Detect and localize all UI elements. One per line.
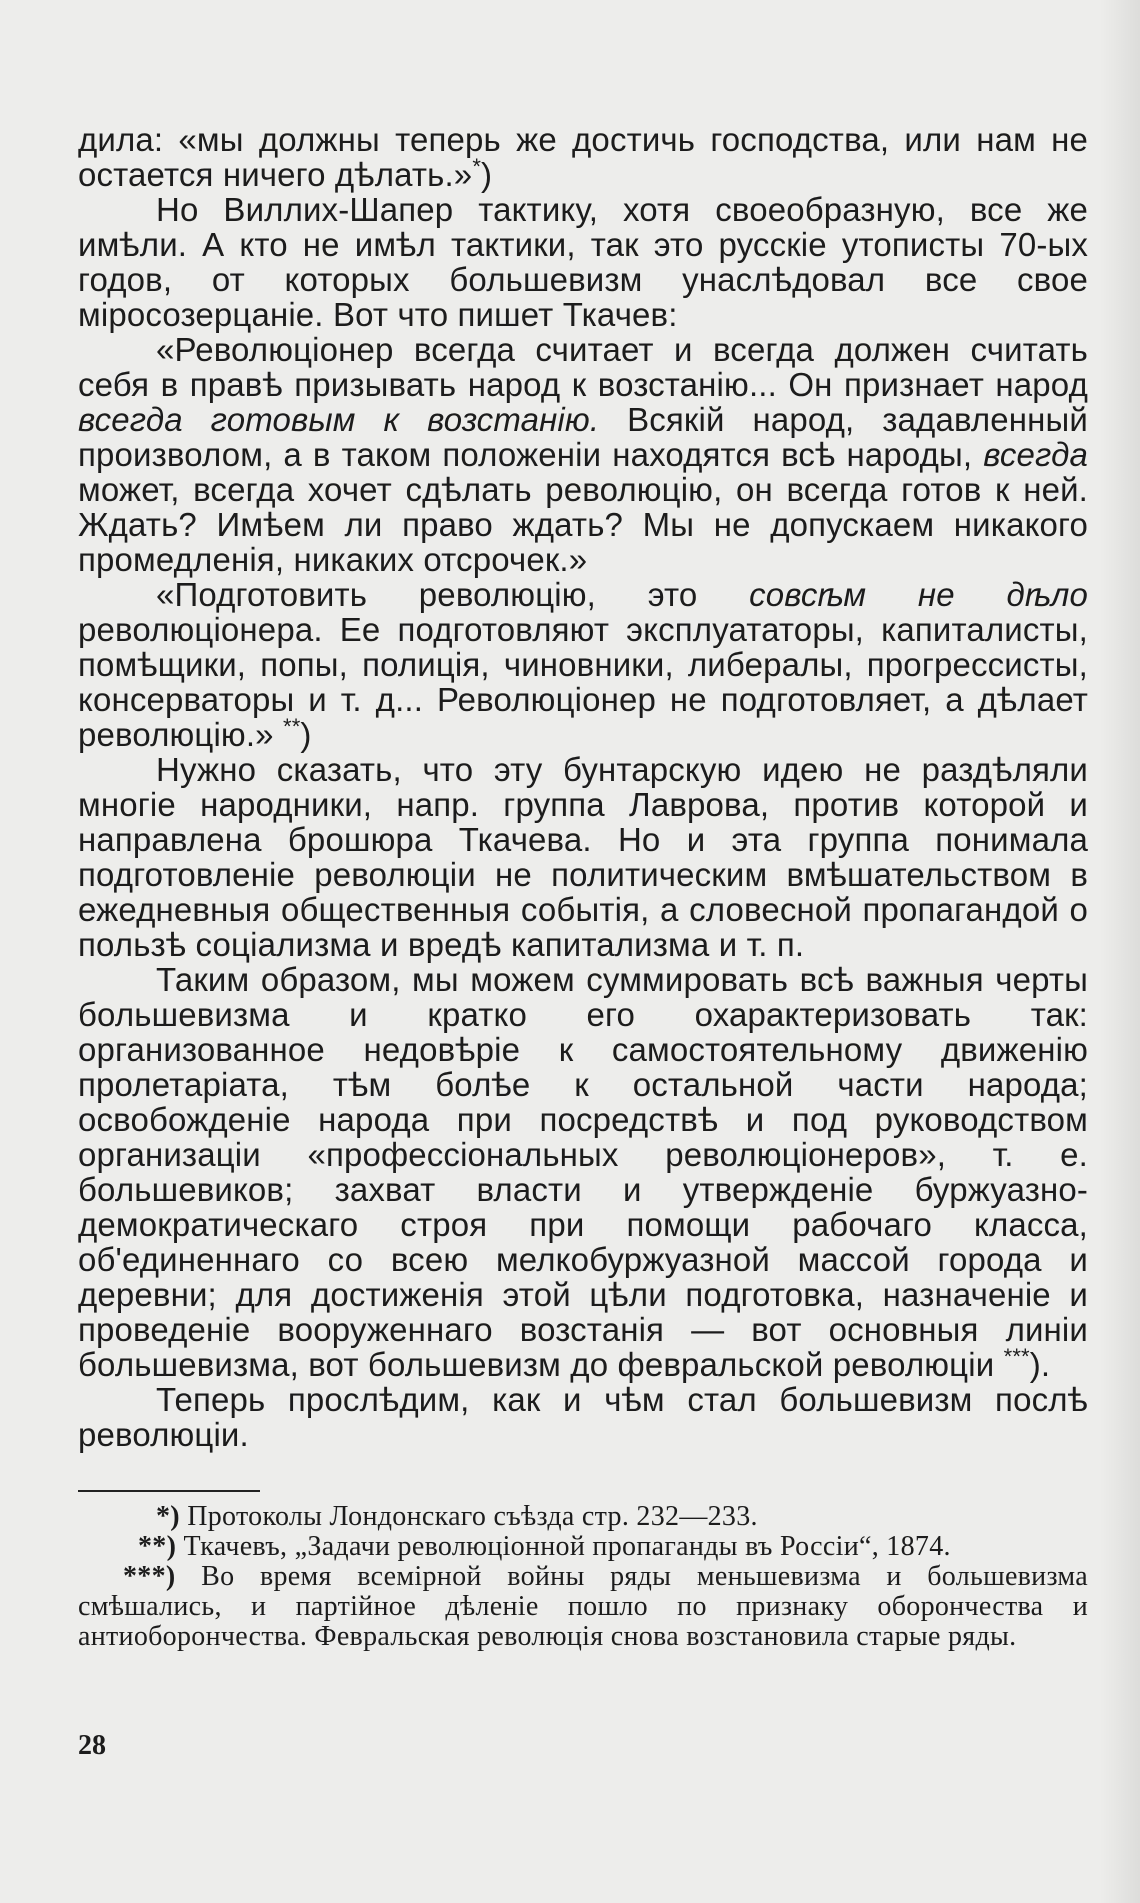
paragraph-transition: Теперь прослѣдим, как и чѣм стал большевизм послѣ революціи. xyxy=(78,1381,1088,1453)
page-number: 28 xyxy=(78,1730,106,1761)
footnote-ref-2: ** xyxy=(282,714,301,739)
paragraph-continuation: дила: «мы должны теперь же достичь господства, или нам не остается ничего дѣлать.»*) xyxy=(78,121,1088,193)
footnote-2: **) Ткачевъ, „Задачи революціонной пропаганды въ Россіи“, 1874. xyxy=(138,1531,951,1562)
footnote-divider xyxy=(78,1490,260,1492)
footnotes xyxy=(78,1502,1088,1652)
footnote-1: *) Протоколы Лондонскаго съѣзда стр. 232—233. xyxy=(156,1501,758,1532)
footnote-3: ***) Во время всемірной войны ряды меньшевизма и большевизма смѣшались, и партійное дѣленіе пошло по признаку оборончества и антиоборончества. Февральская революція снова возстановила старые ряды. xyxy=(78,1561,1088,1652)
paragraph-willich-schapper: Но Виллих-Шапер тактику, хотя своеобразную, все же имѣли. А кто не имѣл тактики, так это русскіе утописты 70-ых годов, от которых большевизм унаслѣдовал все свое міросозерцаніе. Вот что пишет Ткачев: xyxy=(78,191,1088,333)
footnote-ref-3: *** xyxy=(1003,1344,1030,1369)
footnote-ref-1: * xyxy=(472,154,482,179)
quote-tkachev-1: «Революціонер всегда считает и всегда должен считать себя в правѣ призывать народ к возстанію... Он признает народ всегда готовым к возстанію. Всякій народ, задавленный произволом, а в таком положеніи находятся всѣ народы, всегда может, всегда хочет сдѣлать революцію, он всегда готов к ней. Ждать? Имѣем ли право ждать? Мы не допускаем никакого промедленія, никаких отсрочек.» xyxy=(78,331,1088,578)
paragraph-summary: Таким образом, мы можем суммировать всѣ важныя черты большевизма и кратко его охарактеризовать так: организованное недовѣріе к самостоятельному движенію пролетаріата, тѣм болѣе к остальной части народа; освобожденіе народа при посредствѣ и под руководством организаціи «профессіональных революціонеров», т. е. большевиков; захват власти и утвержденіе буржуазно-демократическаго строя при помощи рабочаго класса, об'единеннаго со всею мелкобуржуазной массой города и деревни; для достиженія этой цѣли подготовка, назначеніе и проведеніе вооруженнаго возстанія — вот основныя линіи большевизма, вот большевизм до февральской революціи ***). xyxy=(78,961,1088,1383)
paragraph-lavrov-group: Нужно сказать, что эту бунтарскую идею не раздѣляли многіе народники, напр. группа Лаврова, против которой и направлена брошюра Ткачева. Но и эта группа понимала подготовленіе революціи не политическим вмѣшательством в ежедневныя общественныя событія, а словесной пропагандой о пользѣ соціализма и вредѣ капитализма и т. п. xyxy=(78,751,1088,963)
quote-tkachev-2: «Подготовить революцію, это совсѣм не дѣло революціонера. Ее подготовляют эксплуататоры, капиталисты, помѣщики, попы, полиція, чиновники, либералы, прогрессисты, консерваторы и т. д... Революціонер не подготовляет, а дѣлает революцію.» **) xyxy=(78,576,1088,753)
main-text xyxy=(78,122,1088,1452)
